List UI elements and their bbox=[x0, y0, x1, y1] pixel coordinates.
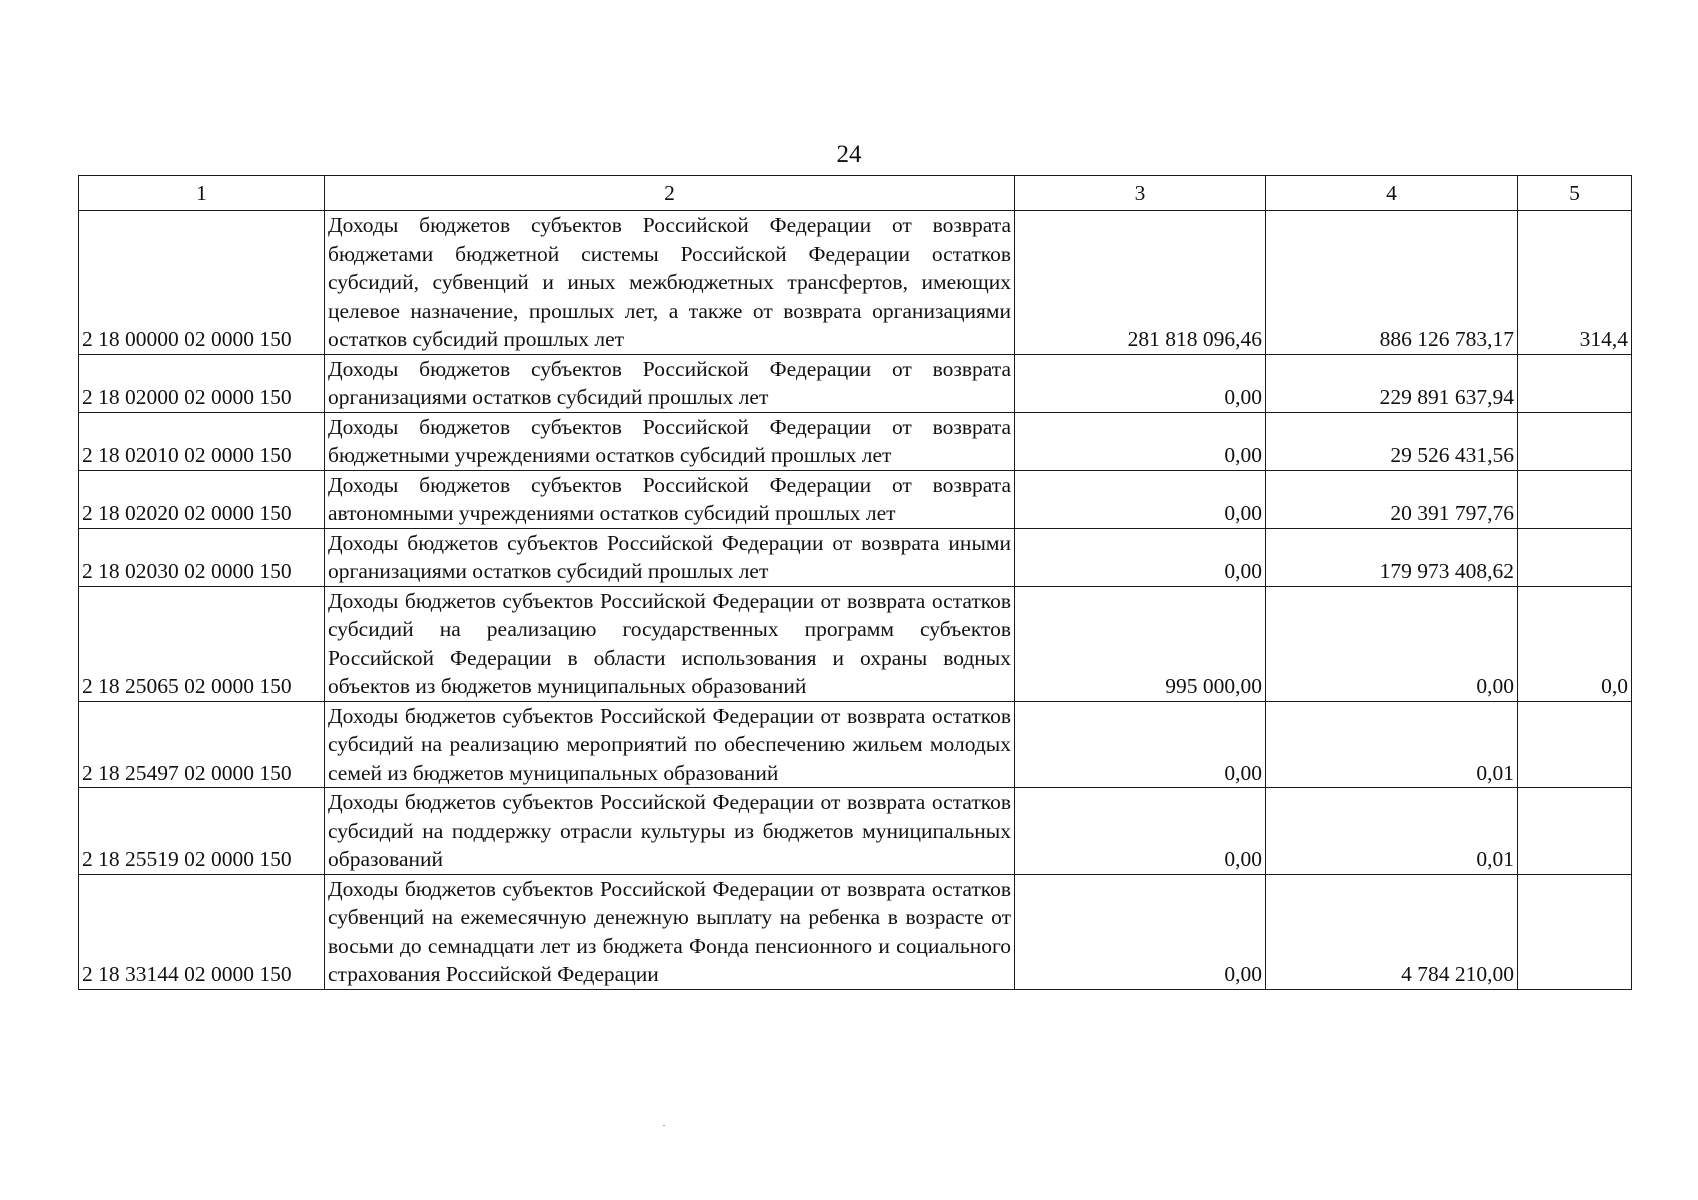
table-row bbox=[79, 528, 1632, 586]
column-header-2: 2 bbox=[325, 176, 1015, 211]
amount-col4: 20 391 797,76 bbox=[1266, 470, 1518, 528]
budget-code: 2 18 00000 02 0000 150 bbox=[79, 211, 325, 355]
column-header-5: 5 bbox=[1518, 176, 1632, 211]
amount-col3: 281 818 096,46 bbox=[1015, 211, 1266, 355]
amount-col3: 0,00 bbox=[1015, 470, 1266, 528]
percent-col5 bbox=[1518, 528, 1632, 586]
amount-col4: 179 973 408,62 bbox=[1266, 528, 1518, 586]
percent-col5 bbox=[1518, 701, 1632, 788]
amount-col4: 29 526 431,56 bbox=[1266, 412, 1518, 470]
table-row bbox=[79, 470, 1632, 528]
income-description: Доходы бюджетов субъектов Российской Федерации от возврата организациями остатков субсидий прошлых лет bbox=[325, 354, 1015, 412]
budget-code: 2 18 25497 02 0000 150 bbox=[79, 701, 325, 788]
budget-code: 2 18 33144 02 0000 150 bbox=[79, 874, 325, 989]
amount-col4: 4 784 210,00 bbox=[1266, 874, 1518, 989]
table-row bbox=[79, 701, 1632, 788]
amount-col3: 0,00 bbox=[1015, 354, 1266, 412]
amount-col4: 229 891 637,94 bbox=[1266, 354, 1518, 412]
table-row bbox=[79, 788, 1632, 875]
budget-code: 2 18 02010 02 0000 150 bbox=[79, 412, 325, 470]
percent-col5 bbox=[1518, 470, 1632, 528]
budget-code: 2 18 02030 02 0000 150 bbox=[79, 528, 325, 586]
table-row bbox=[79, 412, 1632, 470]
page-number: 24 bbox=[836, 141, 862, 168]
budget-code: 2 18 02000 02 0000 150 bbox=[79, 354, 325, 412]
table-row bbox=[79, 354, 1632, 412]
amount-col3: 0,00 bbox=[1015, 528, 1266, 586]
income-description: Доходы бюджетов субъектов Российской Федерации от возврата остатков субсидий на реализацию мероприятий по обеспечению жильем молодых семей из бюджетов муниципальных образований bbox=[325, 701, 1015, 788]
amount-col3: 0,00 bbox=[1015, 412, 1266, 470]
amount-col3: 995 000,00 bbox=[1015, 586, 1266, 701]
amount-col3: 0,00 bbox=[1015, 874, 1266, 989]
income-description: Доходы бюджетов субъектов Российской Федерации от возврата бюджетами бюджетной системы Российской Федерации остатков субсидий, субвенций и иных межбюджетных трансфертов, имеющих целевое назначение, прошлых лет, а также от возврата организациями остатков субсидий прошлых лет bbox=[325, 211, 1015, 355]
amount-col3: 0,00 bbox=[1015, 788, 1266, 875]
percent-col5 bbox=[1518, 874, 1632, 989]
amount-col4: 0,00 bbox=[1266, 586, 1518, 701]
budget-code: 2 18 25519 02 0000 150 bbox=[79, 788, 325, 875]
budget-table bbox=[78, 175, 1632, 990]
column-header-1: 1 bbox=[79, 176, 325, 211]
table-row bbox=[79, 211, 1632, 355]
amount-col4: 886 126 783,17 bbox=[1266, 211, 1518, 355]
percent-col5 bbox=[1518, 412, 1632, 470]
column-header-4: 4 bbox=[1266, 176, 1518, 211]
percent-col5 bbox=[1518, 354, 1632, 412]
budget-code: 2 18 02020 02 0000 150 bbox=[79, 470, 325, 528]
amount-col3: 0,00 bbox=[1015, 701, 1266, 788]
amount-col4: 0,01 bbox=[1266, 788, 1518, 875]
percent-col5: 314,4 bbox=[1518, 211, 1632, 355]
percent-col5: 0,0 bbox=[1518, 586, 1632, 701]
income-description: Доходы бюджетов субъектов Российской Федерации от возврата остатков субсидий на реализацию государственных программ субъектов Российской Федерации в области использования и охраны водных объектов из бюджетов муниципальных образований bbox=[325, 586, 1015, 701]
column-number-row bbox=[79, 176, 1632, 211]
income-description: Доходы бюджетов субъектов Российской Федерации от возврата остатков субвенций на ежемесячную денежную выплату на ребенка в возрасте от восьми до семнадцати лет из бюджета Фонда пенсионного и социального страхования Российской Федерации bbox=[325, 874, 1015, 989]
income-description: Доходы бюджетов субъектов Российской Федерации от возврата остатков субсидий на поддержку отрасли культуры из бюджетов муниципальных образований bbox=[325, 788, 1015, 875]
income-description: Доходы бюджетов субъектов Российской Федерации от возврата автономными учреждениями остатков субсидий прошлых лет bbox=[325, 470, 1015, 528]
percent-col5 bbox=[1518, 788, 1632, 875]
budget-code: 2 18 25065 02 0000 150 bbox=[79, 586, 325, 701]
amount-col4: 0,01 bbox=[1266, 701, 1518, 788]
column-header-3: 3 bbox=[1015, 176, 1266, 211]
income-description: Доходы бюджетов субъектов Российской Федерации от возврата бюджетными учреждениями остатков субсидий прошлых лет bbox=[325, 412, 1015, 470]
scan-speck bbox=[663, 1125, 665, 1126]
table-row bbox=[79, 586, 1632, 701]
income-description: Доходы бюджетов субъектов Российской Федерации от возврата иными организациями остатков субсидий прошлых лет bbox=[325, 528, 1015, 586]
table-row bbox=[79, 874, 1632, 989]
